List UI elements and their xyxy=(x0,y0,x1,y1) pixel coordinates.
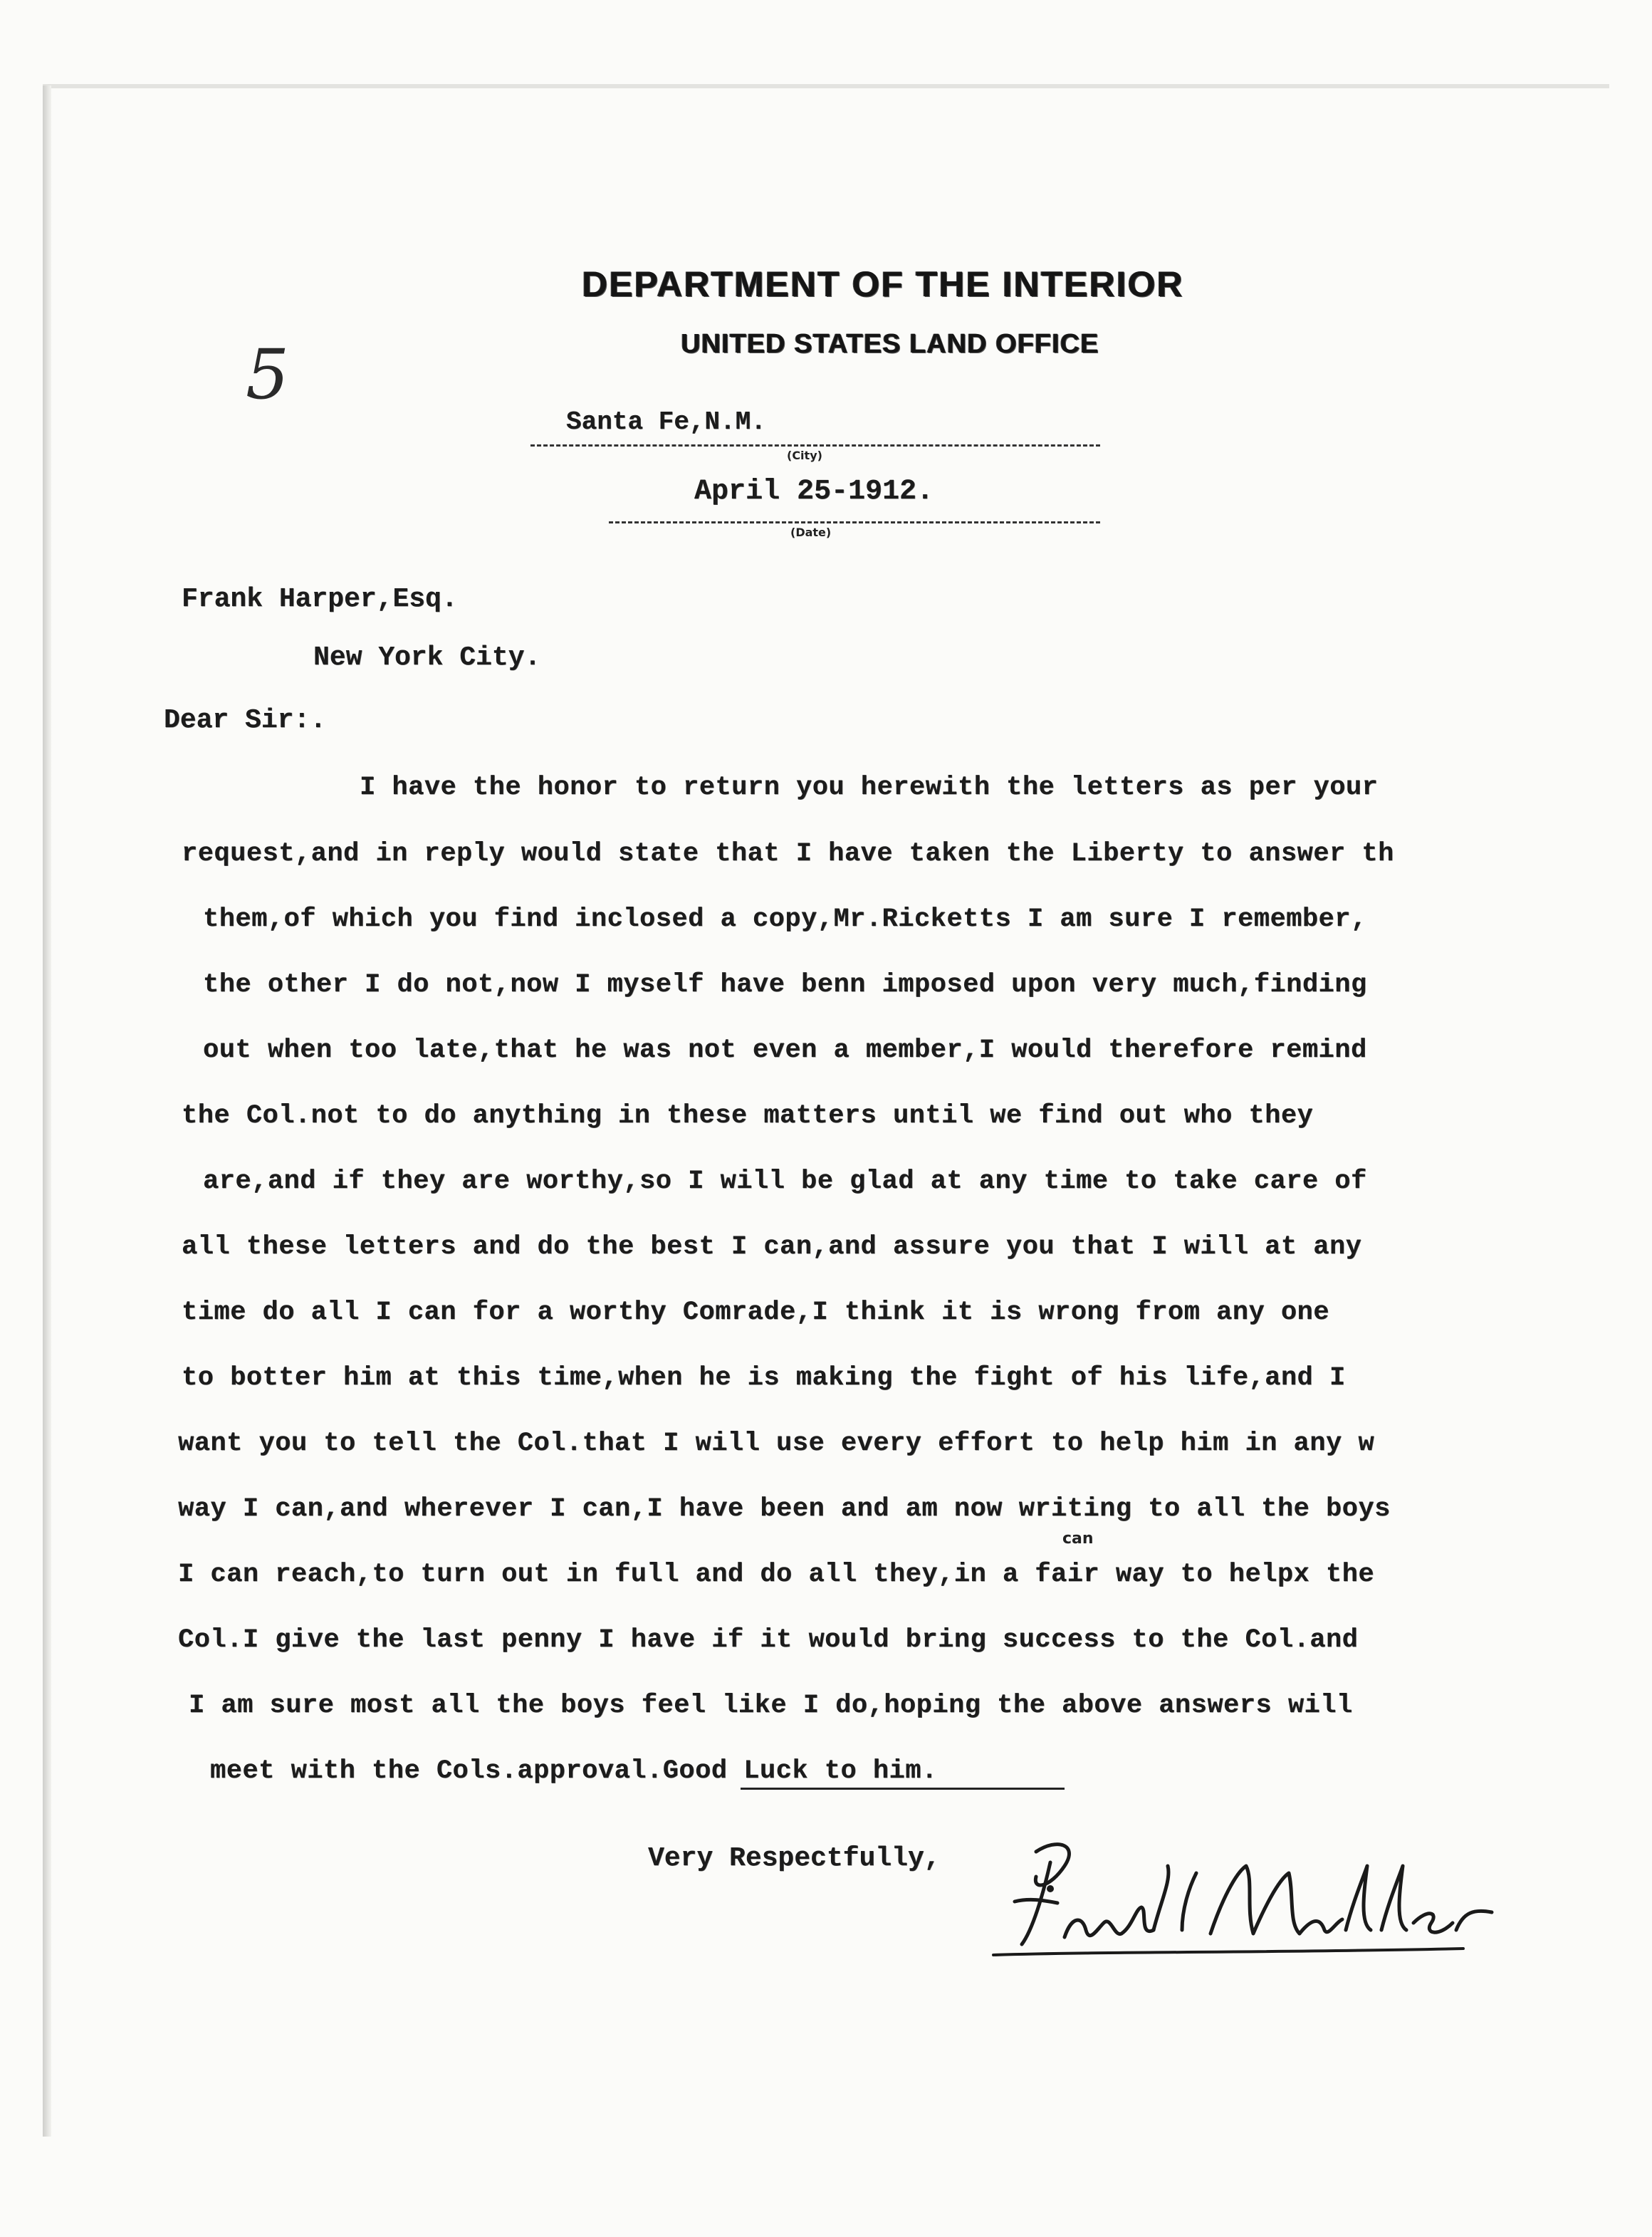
body-line: all these letters and do the best I can,and assure you that I will at any xyxy=(182,1232,1362,1262)
body-line: I have the honor to return you herewith the letters as per your xyxy=(360,773,1379,803)
addressee-city: New York City. xyxy=(313,642,541,673)
body-line: I am sure most all the boys feel like I do,hoping the above answers will xyxy=(189,1691,1353,1721)
page-edge-left xyxy=(43,85,51,2137)
page-edge-top xyxy=(43,84,1609,88)
letterhead-office: UNITED STATES LAND OFFICE xyxy=(681,329,1099,359)
place-field-label: (City) xyxy=(787,449,822,462)
body-line: out when too late,that he was not even a member,I would therefore remind xyxy=(203,1036,1367,1065)
body-line: them,of which you find inclosed a copy,Mr.Ricketts I am sure I remember, xyxy=(203,904,1367,934)
letterhead-department: DEPARTMENT OF THE INTERIOR xyxy=(582,264,1184,304)
date-field-label: (Date) xyxy=(790,526,832,539)
body-line: I can reach,to turn out in full and do all they,in a fair way to helpx the xyxy=(178,1560,1375,1590)
body-line: meet with the Cols.approval.Good Luck to him. xyxy=(210,1756,938,1786)
handwritten-page-number: 5 xyxy=(246,335,290,414)
body-line: the Col.not to do anything in these matters until we find out who they xyxy=(182,1101,1314,1131)
place-line-text: Santa Fe,N.M. xyxy=(566,407,766,437)
body-line: to botter him at this time,when he is making the fight of his life,and I xyxy=(182,1363,1346,1393)
body-line: Col.I give the last penny I have if it would bring success to the Col.and xyxy=(178,1625,1359,1655)
body-line: way I can,and wherever I can,I have been and am now writing to all the boys xyxy=(178,1494,1391,1524)
body-line: want you to tell the Col.that I will use every effort to help him in any w xyxy=(178,1429,1375,1459)
place-underline xyxy=(530,444,1100,447)
interlineation: can xyxy=(1062,1530,1094,1548)
good-luck-underline xyxy=(741,1788,1065,1790)
closing: Very Respectfully, xyxy=(648,1843,941,1874)
body-line: time do all I can for a worthy Comrade,I think it is wrong from any one xyxy=(182,1298,1329,1328)
date-text: April 25-1912. xyxy=(694,476,934,508)
addressee: Frank Harper,Esq. xyxy=(182,584,458,615)
salutation: Dear Sir:. xyxy=(164,705,327,736)
body-line: request,and in reply would state that I have taken the Liberty to answer th xyxy=(182,839,1394,869)
body-line: are,and if they are worthy,so I will be glad at any time to take care of xyxy=(203,1167,1367,1196)
signature xyxy=(965,1823,1499,1987)
date-underline xyxy=(609,521,1100,523)
body-line: the other I do not,now I myself have benn imposed upon very much,finding xyxy=(203,970,1367,1000)
